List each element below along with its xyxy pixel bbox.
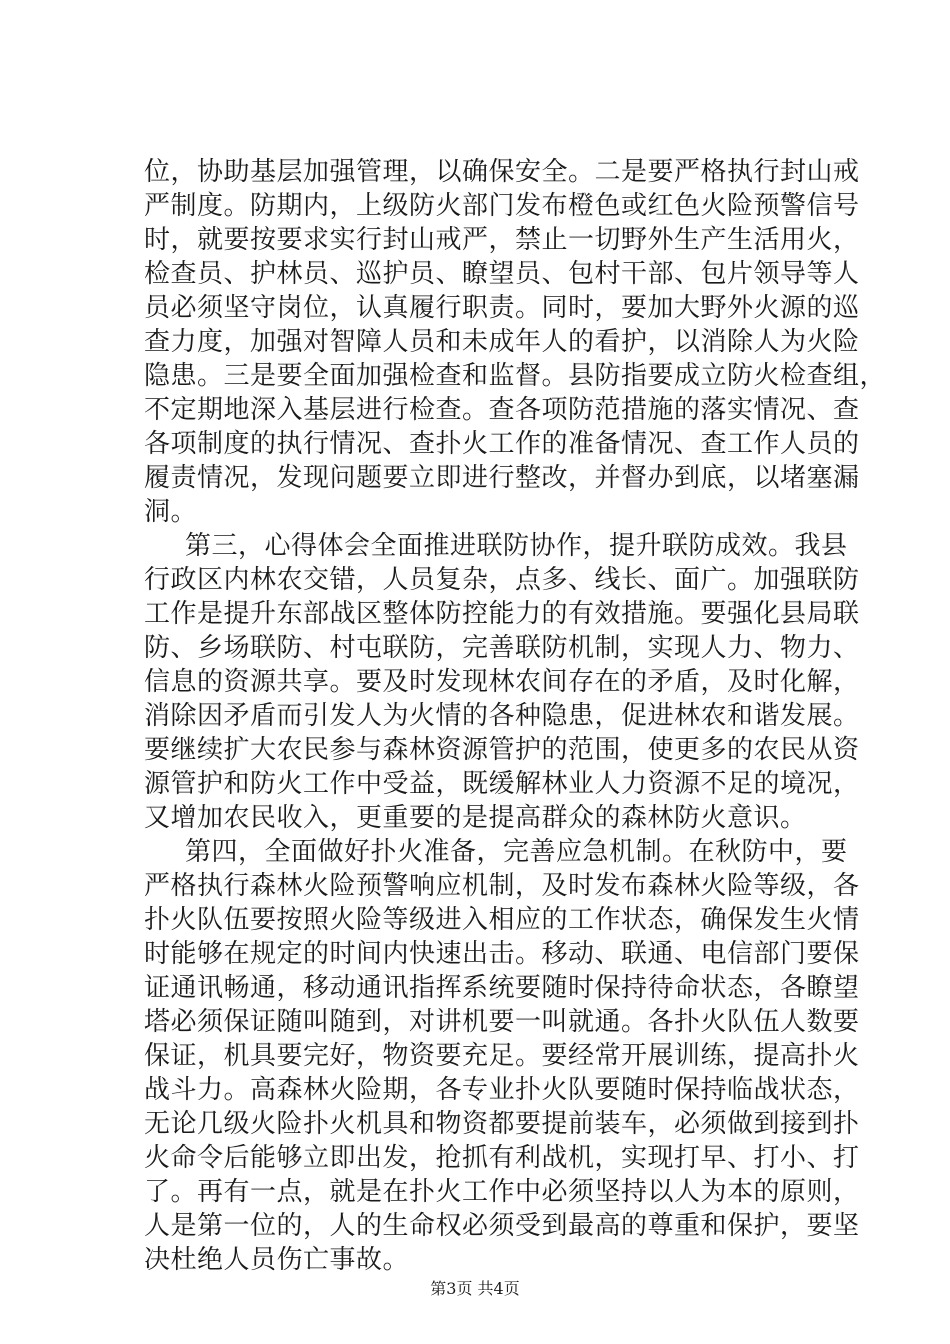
text-line: 严制度。防期内，上级防火部门发布橙色或红色火险预警信号 (144, 191, 860, 221)
text-line: 时能够在规定的时间内快速出击。移动、联通、电信部门要保 (144, 939, 860, 969)
text-line: 消除因矛盾而引发人为火情的各种隐患，促进林农和谐发展。 (144, 701, 860, 731)
text-line: 位，协助基层加强管理，以确保安全。二是要严格执行封山戒 (144, 157, 860, 187)
text-line: 要继续扩大农民参与森林资源管护的范围，使更多的农民从资 (144, 735, 860, 765)
text-line: 隐患。三是要全面加强检查和监督。县防指要成立防火检查组， (144, 361, 887, 391)
page-footer: 第3页 共4页 (430, 1279, 520, 1298)
text-line: 信息的资源共享。要及时发现林农间存在的矛盾，及时化解， (144, 667, 860, 697)
body-text (144, 155, 887, 1277)
text-line: 又增加农民收入，更重要的是提高群众的森林防火意识。 (144, 803, 807, 833)
text-line: 证通讯畅通，移动通讯指挥系统要随时保持待命状态，各瞭望 (144, 973, 860, 1003)
text-line: 履责情况，发现问题要立即进行整改，并督办到底，以堵塞漏 (144, 463, 860, 493)
text-line: 火命令后能够立即出发，抢抓有利战机，实现打早、打小、打 (144, 1143, 860, 1173)
text-line: 查力度，加强对智障人员和未成年人的看护，以消除人为火险 (144, 327, 860, 357)
text-line: 行政区内林农交错，人员复杂，点多、线长、面广。加强联防 (144, 565, 860, 595)
paragraph-first-line: 第四，全面做好扑火准备，完善应急机制。在秋防中，要 (185, 837, 848, 867)
text-line: 源管护和防火工作中受益，既缓解林业人力资源不足的境况， (144, 769, 860, 799)
text-line: 员必须坚守岗位，认真履行职责。同时，要加大野外火源的巡 (144, 293, 860, 323)
text-line: 时，就要按要求实行封山戒严，禁止一切野外生产生活用火， (144, 225, 860, 255)
text-line: 扑火队伍要按照火险等级进入相应的工作状态，确保发生火情 (144, 905, 860, 935)
text-line: 防、乡场联防、村屯联防，完善联防机制，实现人力、物力、 (144, 633, 860, 663)
text-line: 战斗力。高森林火险期，各专业扑火队要随时保持临战状态， (144, 1075, 860, 1105)
paragraph-first-line: 第三，心得体会全面推进联防协作，提升联防成效。我县 (185, 531, 848, 561)
text-line: 无论几级火险扑火机具和物资都要提前装车，必须做到接到扑 (144, 1109, 860, 1139)
text-line: 不定期地深入基层进行检查。查各项防范措施的落实情况、查 (144, 395, 860, 425)
text-line: 决杜绝人员伤亡事故。 (144, 1245, 410, 1275)
text-line: 严格执行森林火险预警响应机制，及时发布森林火险等级，各 (144, 871, 860, 901)
text-line: 洞。 (144, 497, 198, 527)
text-line: 检查员、护林员、巡护员、瞭望员、包村干部、包片领导等人 (144, 259, 860, 289)
text-line: 了。再有一点，就是在扑火工作中必须坚持以人为本的原则， (144, 1177, 860, 1207)
text-line: 工作是提升东部战区整体防控能力的有效措施。要强化县局联 (144, 599, 860, 629)
text-line: 各项制度的执行情况、查扑火工作的准备情况、查工作人员的 (144, 429, 860, 459)
text-line: 人是第一位的，人的生命权必须受到最高的尊重和保护，要坚 (144, 1211, 860, 1241)
text-line: 保证，机具要完好，物资要充足。要经常开展训练，提高扑火 (144, 1041, 860, 1071)
text-line: 塔必须保证随叫随到，对讲机要一叫就通。各扑火队伍人数要 (144, 1007, 860, 1037)
